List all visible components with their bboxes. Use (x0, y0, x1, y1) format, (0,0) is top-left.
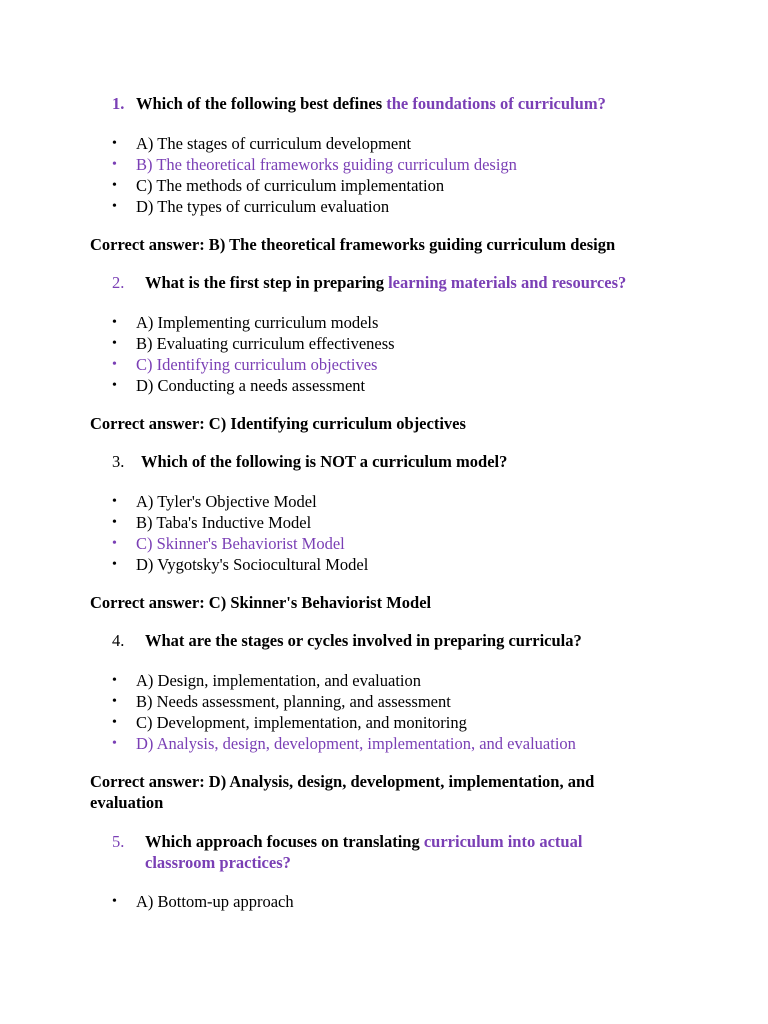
correct-answer-1: Correct answer: B) The theoretical frameworks guiding curriculum design (90, 235, 616, 254)
option-a: • A) Tyler's Objective Model (112, 491, 672, 512)
question-text: What is the first step in preparing learning materials and resources? (145, 273, 627, 292)
correct-answer-2: Correct answer: C) Identifying curriculum objectives (90, 414, 466, 433)
question-number: 1. (112, 94, 125, 113)
question-number: 2. (112, 273, 125, 292)
option-a: • A) Implementing curriculum models (112, 312, 672, 333)
option-d: • D) Conducting a needs assessment (112, 375, 672, 396)
question-highlight: learning materials and resources? (388, 273, 627, 292)
option-d: • D) The types of curriculum evaluation (112, 196, 672, 217)
option-b: • B) Evaluating curriculum effectiveness (112, 333, 672, 354)
correct-answer-4: Correct answer: D) Analysis, design, development, implementation, and evaluation (90, 772, 595, 812)
option-b: • B) Taba's Inductive Model (112, 512, 672, 533)
option-b: • B) Needs assessment, planning, and assessment (112, 691, 672, 712)
question-5 (112, 831, 652, 873)
question-number: 5. (112, 832, 125, 851)
option-a: • A) Bottom-up approach (112, 891, 672, 912)
option-c: • C) The methods of curriculum implementation (112, 175, 672, 196)
question-2 (112, 272, 652, 293)
option-c: • C) Development, implementation, and monitoring (112, 712, 672, 733)
question-text: What are the stages or cycles involved in preparing curricula? (145, 631, 582, 650)
question-highlight: the foundations of curriculum? (386, 94, 606, 113)
option-a: • A) The stages of curriculum development (112, 133, 672, 154)
question-3 (112, 451, 652, 472)
options-list-5 (112, 891, 672, 912)
option-c-correct: • C) Skinner's Behaviorist Model (112, 533, 672, 554)
option-d-correct: • D) Analysis, design, development, implementation, and evaluation (112, 733, 672, 754)
correct-answer-3: Correct answer: C) Skinner's Behaviorist Model (90, 593, 432, 612)
options-list-2 (112, 312, 672, 396)
question-number: 3. (112, 452, 125, 471)
question-number: 4. (112, 631, 125, 650)
question-text: Which of the following best defines the foundations of curriculum? (136, 94, 606, 113)
option-a: • A) Design, implementation, and evaluation (112, 670, 672, 691)
option-d: • D) Vygotsky's Sociocultural Model (112, 554, 672, 575)
question-4 (112, 630, 652, 651)
options-list-3 (112, 491, 672, 575)
question-highlight: curriculum into actual classroom practices? (145, 832, 583, 872)
question-text: Which of the following is NOT a curriculum model? (141, 452, 508, 471)
question-1 (112, 93, 652, 114)
option-c-correct: • C) Identifying curriculum objectives (112, 354, 672, 375)
options-list-4 (112, 670, 672, 754)
options-list-1 (112, 133, 672, 217)
option-b-correct: • B) The theoretical frameworks guiding curriculum design (112, 154, 672, 175)
question-text: Which approach focuses on translating curriculum into actual classroom practices? (145, 832, 583, 872)
